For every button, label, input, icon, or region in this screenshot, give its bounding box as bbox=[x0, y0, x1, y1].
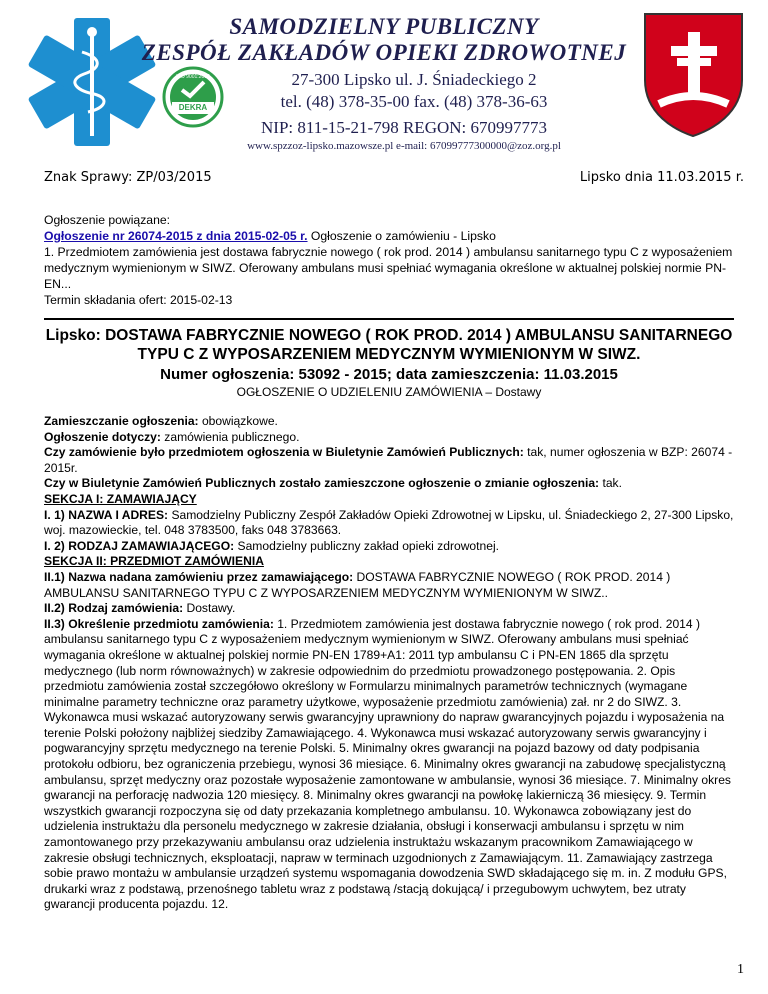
notice-title: Lipsko: DOSTAWA FABRYCZNIE NOWEGO ( ROK PROD. 2014 ) AMBULANSU SANITARNEGO TYPU C Z WYPOSARZENIEM MEDYCZNYM WYMIENIONYM W SIWZ. bbox=[45, 327, 733, 363]
related-description: 1. Przedmiotem zamówienia jest dostawa fabrycznie nowego ( rok prod. 2014 ) ambulansu sanitarnego typu C z wyposażeniem medycznym wymienionym w SIWZ. Oferowany ambulans musi spełniać wymagania określone w aktualnej polskiej normie PN-EN... bbox=[44, 245, 733, 291]
related-notice bbox=[44, 212, 734, 308]
related-heading: Ogłoszenie powiązane: bbox=[44, 213, 171, 227]
document-date: Lipsko dnia 11.03.2015 r. bbox=[579, 170, 744, 185]
case-number: Znak Sprawy: ZP/03/2015 bbox=[44, 170, 212, 185]
related-link-suffix: Ogłoszenie o zamówieniu - Lipsko bbox=[307, 229, 496, 243]
body-line: I. 1) NAZWA I ADRES: Samodzielny Publiczny Zespół Zakładów Opieki Zdrowotnej w Lipsku, ul. Śniadeckiego 2, 27-300 Lipsko, woj. mazowieckie, tel. 048 3783500, faks 048 3783663. bbox=[44, 507, 734, 538]
body-line: Zamieszczanie ogłoszenia: obowiązkowe. bbox=[44, 414, 278, 428]
related-deadline: Termin składania ofert: 2015-02-13 bbox=[44, 293, 233, 307]
page-number: 1 bbox=[737, 962, 744, 977]
notice-body bbox=[44, 414, 734, 913]
body-line: II.1) Nazwa nadana zamówieniu przez zamawiającego: DOSTAWA FABRYCZNIE NOWEGO ( ROK PROD. 2014 ) AMBULANSU SANITARNEGO TYPU C Z WYPOSARZENIEM MEDYCZNYM WYMIENIONYM W SIWZ.. bbox=[44, 569, 671, 600]
section-heading: SEKCJA I: ZAMAWIAJĄCY bbox=[44, 491, 197, 506]
letterhead-title-line2: ZESPÓŁ ZAKŁADÓW OPIEKI ZDROWOTNEJ bbox=[141, 40, 627, 65]
body-line: Czy zamówienie było przedmiotem ogłoszenia w Biuletynie Zamówień Publicznych: tak, numer ogłoszenia w BZP: 26074 - 2015r. bbox=[44, 445, 733, 475]
body-line: Czy w Biuletynie Zamówień Publicznych zostało zamieszczone ogłoszenie o zmianie ogłoszenia: tak. bbox=[44, 476, 622, 491]
letterhead-title-line1: SAMODZIELNY PUBLICZNY bbox=[229, 14, 539, 39]
related-notice-link[interactable]: Ogłoszenie nr 26074-2015 z dnia 2015-02-05 r. bbox=[44, 229, 308, 243]
iso-label: ISO 9001:2008 bbox=[176, 74, 210, 80]
body-line: Ogłoszenie dotyczy: zamówienia publicznego. bbox=[44, 429, 300, 444]
letterhead-phone: tel. (48) 378-35-00 fax. (48) 378-36-63 bbox=[280, 92, 548, 111]
letterhead-web-email: www.spzzoz-lipsko.mazowsze.pl e-mail: 67099777300000@zoz.org.pl bbox=[247, 140, 561, 152]
notice-type: OGŁOSZENIE O UDZIELENIU ZAMÓWIENIA – Dostawy bbox=[236, 385, 542, 399]
letterhead-nip-regon: NIP: 811-15-21-798 REGON: 670997773 bbox=[261, 118, 547, 137]
body-line: II.3) Określenie przedmiotu zamówienia: 1. Przedmiotem zamówienia jest dostawa fabrycznie nowego ( rok prod. 2014 ) ambulansu sanitarnego typu C z wyposażeniem medycznym wymienionym w SIWZ. Oferowany ambulans musi spełniać wymagania określone w aktualnej polskiej normie PN-EN 1789+A1: 2011 typ ambulansu C i PN-EN 1865 dla sprzętu medycznego (lub norm równoważnych) w zakresie odpowiednim do przedmiotu prowadzonego postępowania. 2. Opis przedmiotu zamówienia został szczegółowo określony w Formularzu minimalnych parametrów technicznych (wymagane minimalne parametry techniczne oraz parametry użytkowe, wyposażenie przedmiotu zamówienia) zał. nr 2 do SIWZ. 3. Wykonawca musi wskazać autoryzowany serwis gwarancyjny uprawniony do napraw gwarancyjnych pojazdu i wyposażenia na terenie Polski położony najbliżej siedziby Zamawiającego. 4. Wykonawca musi wskazać autoryzowany serwis gwarancyjny i pogwarancyjny sprzętu medycznego na terenie Polski. 5. Minimalny okres gwarancji na pojazd bazowy od daty podpisania protokołu odbioru, bez ograniczenia przebiegu, wynosi 36 miesiące. 6. Minimalny okres gwarancji na zabudowę specjalistyczną ambulansu, sprzęt medyczny oraz pozostałe wyposażenie zamontowane w ambulansie, wynosi 36 miesiące. 7. Minimalny okres gwarancji na perforację nadwozia 120 miesięcy. 8. Minimalny okres gwarancji na powłokę lakierniczą 36 miesięcy. 9. Termin wszystkich gwarancji rozpoczyna się od daty przekazania kompletnego ambulansu. 10. Wykonawca zobowiązany jest do udzielenia instruktażu dla personelu medycznego w zakresie działania, obsługi i konserwacji ambulansu i sprzętu w nim zamontowanego przy przekazywaniu ambulansu oraz udzielenia instruktażu wskazanym pracownikom Zamawiającego w zakresie obsługi technicznych, eksploatacji, napraw w terminach uzgodnionych z Zamawiającym. 11. Zamawiający zastrzega sobie prawo montażu w ambulansie urządzeń systemu wspomagania dowodzenia SWD składającego się m. in. Z modułu GPS, drukarki wraz z podstawą, przenośnego tabletu wraz z podstawą /stacją dokującą/ i przegubowym uchwytem, bez utraty gwarancji producenta pojazdu. 12. bbox=[44, 616, 731, 912]
related-link-line bbox=[44, 228, 734, 244]
horizontal-rule bbox=[44, 318, 734, 320]
section-heading: SEKCJA II: PRZEDMIOT ZAMÓWIENIA bbox=[44, 554, 264, 569]
body-line: I. 2) RODZAJ ZAMAWIAJĄCEGO: Samodzielny publiczny zakład opieki zdrowotnej. bbox=[44, 538, 500, 553]
notice-number: Numer ogłoszenia: 53092 - 2015; data zamieszczenia: 11.03.2015 bbox=[160, 366, 618, 383]
dekra-label: DEKRA bbox=[178, 103, 208, 112]
body-line: II.2) Rodzaj zamówienia: Dostawy. bbox=[44, 601, 236, 616]
letterhead-address: 27-300 Lipsko ul. J. Śniadeckiego 2 bbox=[291, 70, 537, 89]
